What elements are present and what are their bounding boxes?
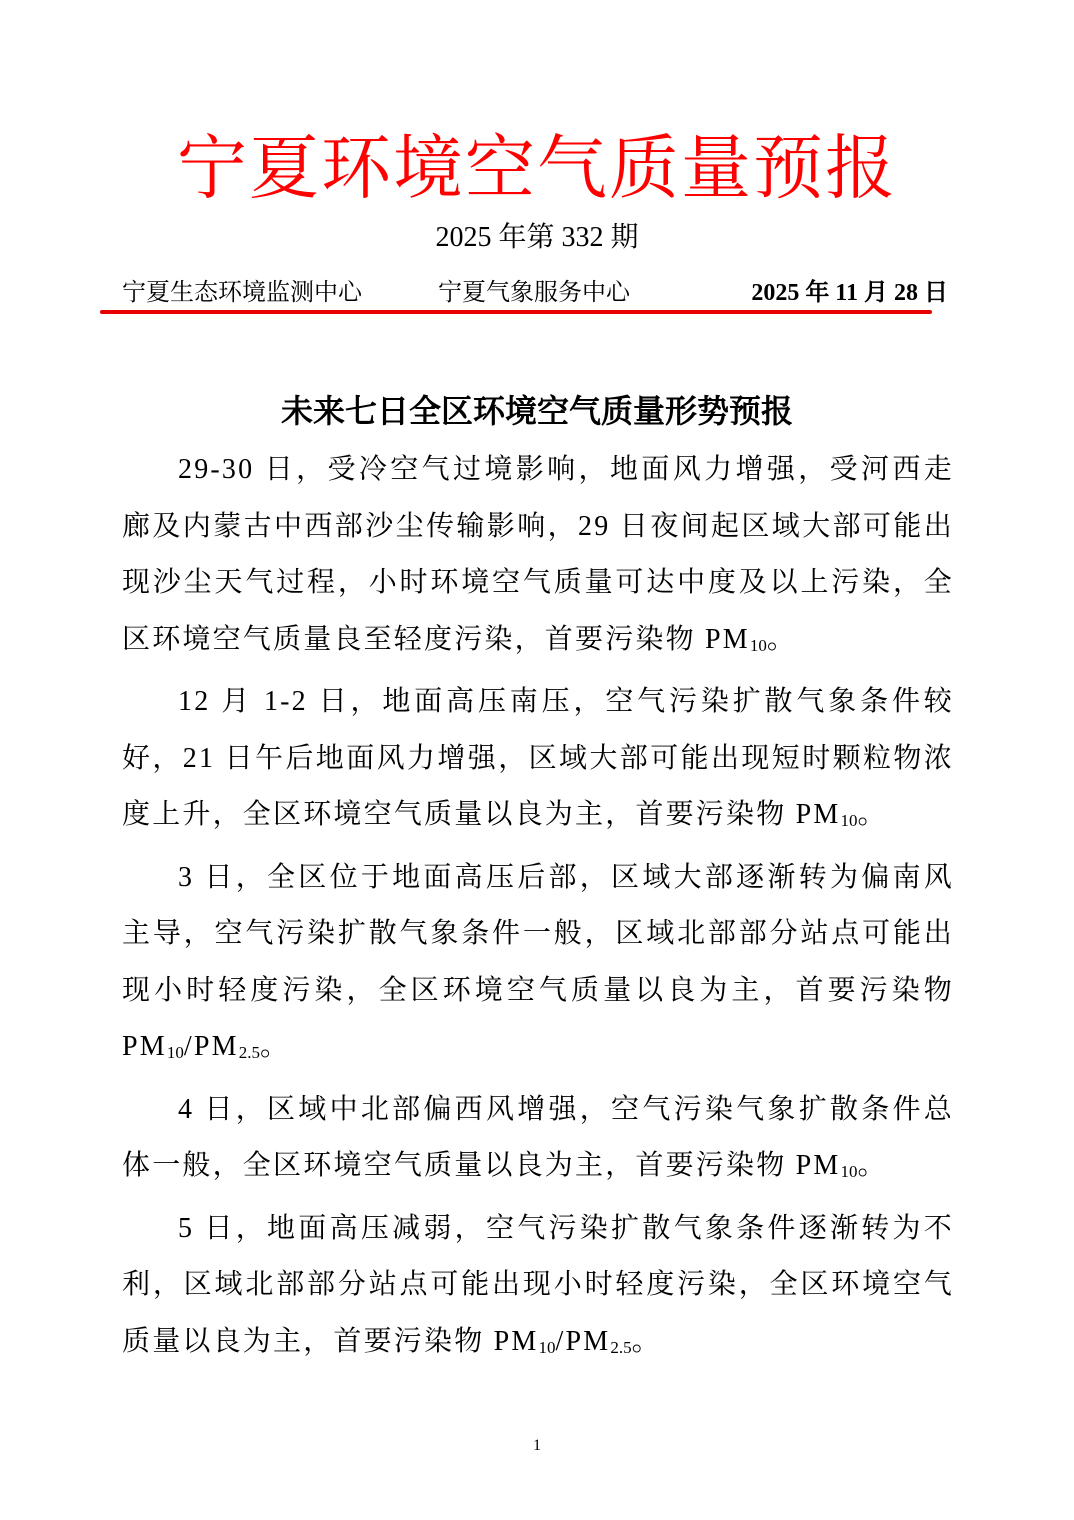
- forecast-paragraph-dec-3: [122, 850, 954, 1082]
- masthead-divider: [100, 310, 932, 314]
- paragraph-end: 。: [766, 623, 798, 655]
- pollutant: PM: [795, 1150, 841, 1181]
- pollutant-subscript: 10: [840, 811, 858, 830]
- forecast-paragraph-dec-4: [122, 1082, 954, 1201]
- pollutant-separator: /: [183, 1031, 194, 1062]
- paragraph-text: 12 月 1-2 日，地面高压南压，空气污染扩散气象条件较好，21 日午后地面风力增强，区域大部可能出现短时颗粒物浓度上升，全区环境空气质量以良为主，首要污染物: [122, 686, 954, 830]
- pollutant-secondary: PM: [565, 1325, 611, 1357]
- pollutant-subscript: 10: [840, 1162, 858, 1181]
- forecast-paragraph-dec-5: [122, 1201, 954, 1377]
- issue-date: 2025 年 11 月 28 日: [751, 280, 948, 306]
- pollutant-subscript: 10: [166, 1043, 184, 1062]
- pollutant-subscript: 10: [749, 635, 767, 655]
- paragraph-end: 。: [259, 1031, 291, 1062]
- pollutant: PM: [493, 1325, 539, 1357]
- masthead-title: 宁夏环境空气质量预报: [177, 127, 897, 209]
- pollutant-separator: /: [555, 1325, 566, 1357]
- pollutant: PM: [795, 799, 841, 830]
- issuer-row: [122, 276, 948, 310]
- paragraph-text: 3 日，全区位于地面高压后部，区域大部逐渐转为偏南风主导，空气污染扩散气象条件一般，区域北部部分站点可能出现小时轻度污染，全区环境空气质量以良为主，首要污染物: [122, 861, 954, 1006]
- forecast-paragraph-nov-29-30: [122, 442, 954, 674]
- pollutant-subscript: 10: [538, 1337, 556, 1357]
- forecast-body: [122, 442, 954, 1376]
- pollutant: PM: [705, 623, 750, 655]
- issuer-monitoring-center: 宁夏生态环境监测中心: [122, 280, 362, 306]
- paragraph-end: 。: [857, 799, 888, 830]
- page-number: 1: [533, 1437, 541, 1454]
- section-heading: 未来七日全区环境空气质量形势预报: [280, 392, 793, 430]
- paragraph-end: 。: [631, 1325, 662, 1357]
- forecast-paragraph-dec-1-2: [122, 674, 954, 850]
- paragraph-text: 29-30 日，受冷空气过境影响，地面风力增强，受河西走廊及内蒙古中西部沙尘传输影响，29 日夜间起区域大部可能出现沙尘天气过程，小时环境空气质量可达中度及以上污染，全区环境空气质量良至轻度污染，首要污染物: [122, 454, 954, 655]
- paragraph-end: 。: [857, 1150, 888, 1181]
- pollutant-secondary-subscript: 2.5: [610, 1337, 632, 1357]
- pollutant-secondary: PM: [193, 1031, 239, 1062]
- pollutant-secondary-subscript: 2.5: [238, 1043, 260, 1062]
- paragraph-text: 4 日，区域中北部偏西风增强，空气污染气象扩散条件总体一般，全区环境空气质量以良为主，首要污染物: [122, 1093, 954, 1181]
- issuer-meteorological-center: 宁夏气象服务中心: [438, 280, 630, 306]
- paragraph-text: 5 日，地面高压减弱，空气污染扩散气象条件逐渐转为不利，区域北部部分站点可能出现小时轻度污染，全区环境空气质量以良为主，首要污染物: [122, 1212, 954, 1357]
- pollutant: PM: [122, 1031, 167, 1062]
- issue-number: 2025 年第 332 期: [435, 222, 639, 253]
